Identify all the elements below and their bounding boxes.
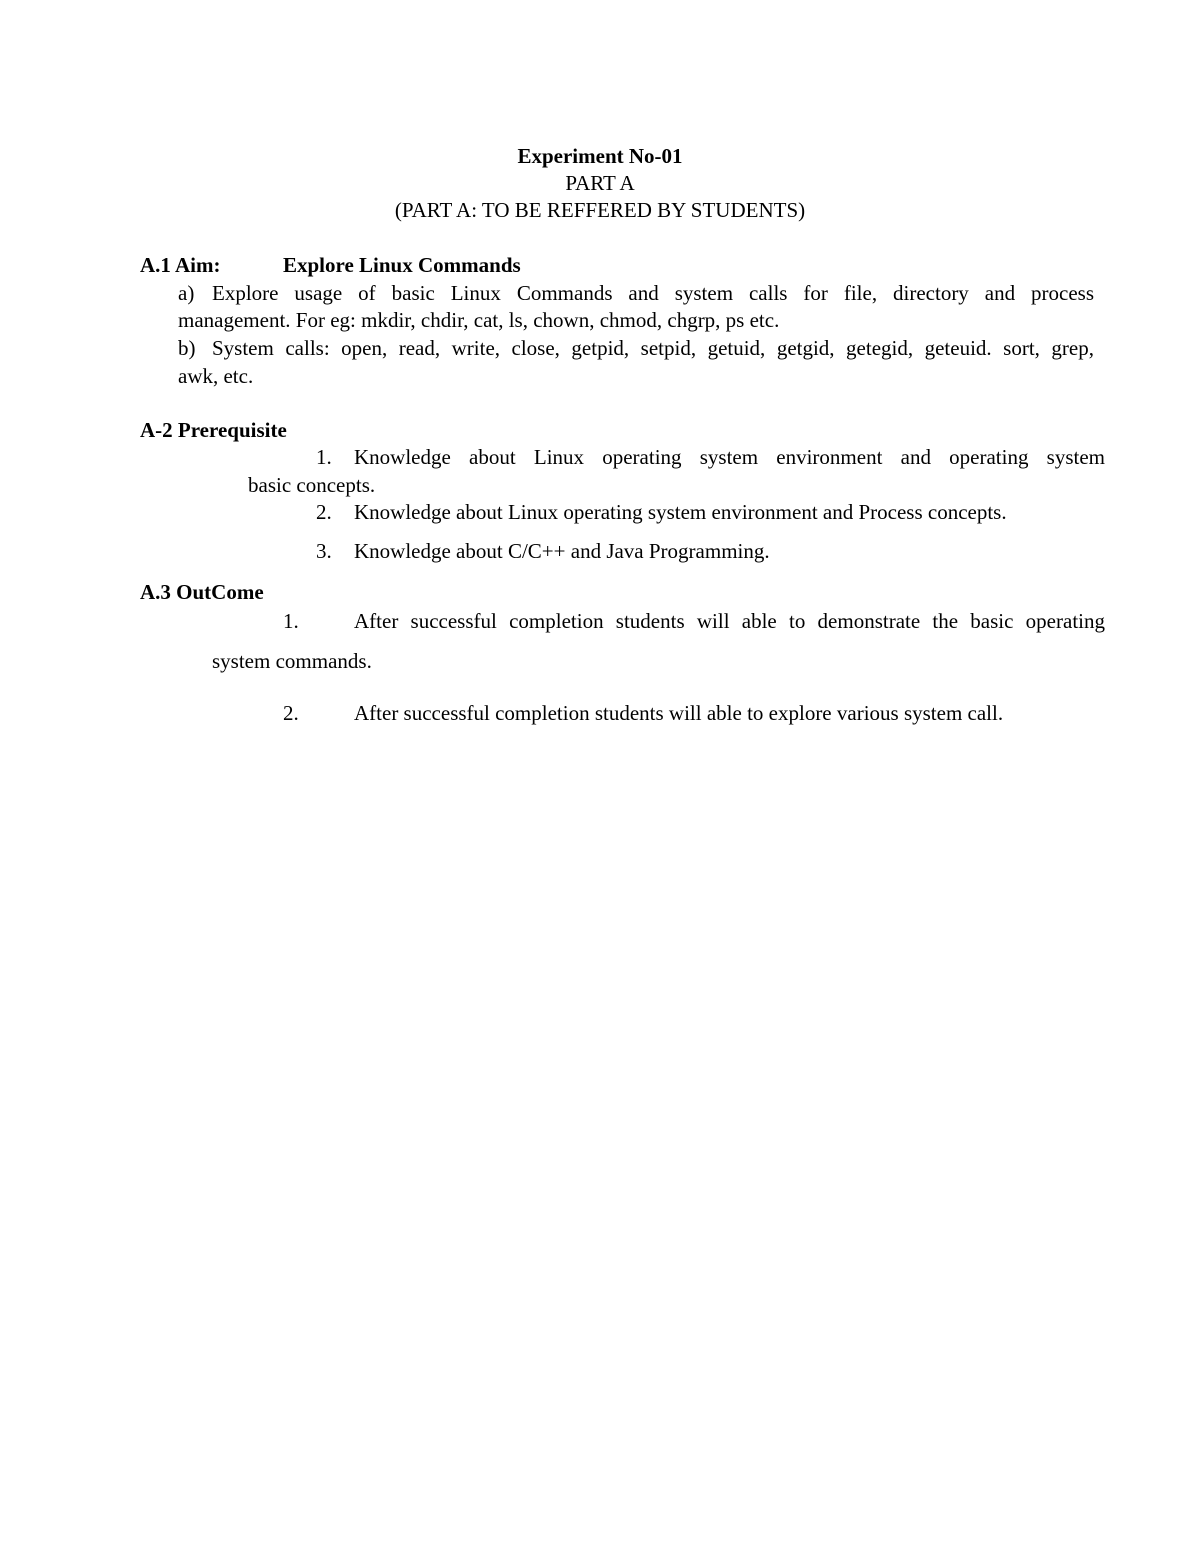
prerequisite-item-1-num: 1. [316,445,332,469]
part-subtitle: (PART A: TO BE REFFERED BY STUDENTS) [394,198,806,222]
outcome-item-2-line1: After successful completion students will able to explore various system call. [354,701,1004,725]
aim-item-b-line1: System calls: open, read, write, close, getpid, setpid, getuid, getgid, getegid, geteuid. sort, grep, [212,336,1094,360]
part-label: PART A [565,171,635,195]
prerequisite-heading: A-2 Prerequisite [140,418,287,442]
aim-item-b-line2: awk, etc. [178,364,254,388]
aim-label: A.1 Aim: [140,253,221,277]
prerequisite-item-1-line2: basic concepts. [248,473,376,497]
experiment-title: Experiment No-01 [517,144,683,168]
prerequisite-item-3-line1: Knowledge about C/C++ and Java Programming. [354,539,770,563]
aim-item-b-marker: b) [178,336,196,360]
aim-title: Explore Linux Commands [283,253,521,277]
prerequisite-item-2-line1: Knowledge about Linux operating system environment and Process concepts. [354,500,1007,524]
outcome-item-1-line1: After successful completion students will able to demonstrate the basic operating [354,609,1105,633]
prerequisite-item-3-num: 3. [316,539,332,563]
outcome-heading: A.3 OutCome [140,580,264,604]
outcome-item-2-num: 2. [283,701,299,725]
aim-item-a-line2: management. For eg: mkdir, chdir, cat, ls, chown, chmod, chgrp, ps etc. [178,308,780,332]
prerequisite-item-2-num: 2. [316,500,332,524]
aim-item-a-line1: Explore usage of basic Linux Commands and system calls for file, directory and process [212,281,1094,305]
outcome-item-1-line2: system commands. [212,649,372,673]
outcome-item-1-num: 1. [283,609,299,633]
aim-item-a-marker: a) [178,281,195,305]
prerequisite-item-1-line1: Knowledge about Linux operating system environment and operating system [354,445,1105,469]
